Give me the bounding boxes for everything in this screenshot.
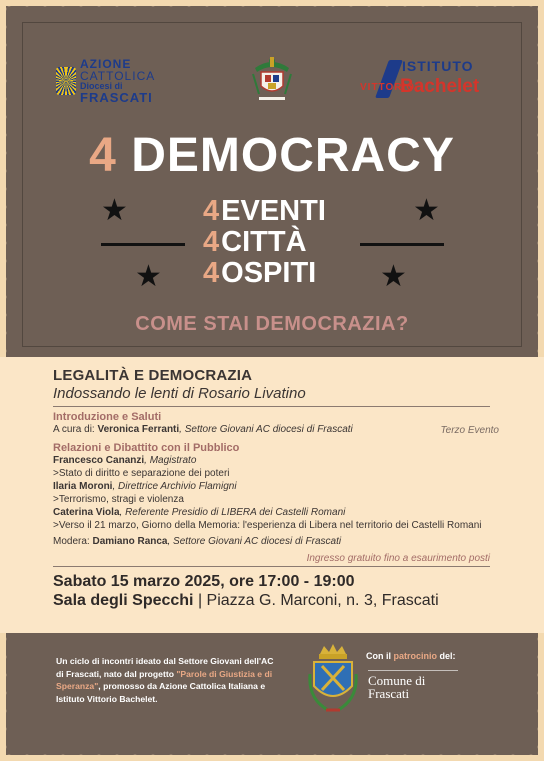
tagline-eventi: 4EVENTI <box>203 195 326 227</box>
star-icon: ★ <box>380 260 407 293</box>
ac-line1: AZIONE <box>80 57 132 71</box>
divider-line <box>53 406 490 407</box>
comune-frascati: Comune di Frascati <box>368 670 458 700</box>
ib-istituto: ISTITUTO <box>402 58 474 74</box>
star-icon: ★ <box>135 260 162 293</box>
tagline-citta: 4CITTÀ <box>203 226 307 258</box>
taglines-block <box>0 196 544 306</box>
stamp-edge-top <box>0 0 544 14</box>
logos-row <box>0 54 544 104</box>
divider-line <box>53 566 490 567</box>
sun-icon <box>56 61 76 101</box>
moderator-row: Modera: Damiano Ranca, Settore Giovani AC diocesi di Frascati <box>53 536 342 547</box>
footer-description: Un ciclo di incontri ideato dal Settore Giovani dell'AC di Frascati, nato dal progetto "Parole di Giustizia e di Speranza", promosso da Azione Cattolica Italiana e Istituto Vittorio Bachelet. <box>56 656 274 704</box>
tagline-ospiti: 4OSPITI <box>203 257 317 289</box>
main-title <box>0 128 544 183</box>
ib-bachelet: Bachelet <box>400 76 480 97</box>
ib-vittorio: VITTORIO <box>360 82 416 93</box>
intro-heading: Introduzione e Saluti <box>53 411 162 423</box>
subtitle: COME STAI DEMOCRAZIA? <box>135 313 409 335</box>
event-place: Sala degli Specchi | Piazza G. Marconi, n. 3, Frascati <box>53 592 439 609</box>
star-icon: ★ <box>413 194 440 227</box>
patronage-label: Con il patrocinio del: <box>366 651 456 661</box>
title-number: 4 <box>89 129 117 182</box>
speaker-row: Francesco Cananzi, Magistrato <box>53 455 197 466</box>
divider-line <box>101 243 185 246</box>
ac-line3: Diocesi di <box>80 81 123 91</box>
title-text: DEMOCRACY <box>131 129 455 182</box>
azione-cattolica-logo <box>56 58 155 104</box>
event-title: LEGALITÀ E DEMOCRAZIA <box>53 367 253 384</box>
relazioni-heading: Relazioni e Dibattito con il Pubblico <box>53 442 240 454</box>
istituto-bachelet-logo <box>360 58 495 102</box>
speaker-topic: >Terrorismo, stragi e violenza <box>53 494 184 505</box>
event-number-label: Terzo Evento <box>440 425 499 436</box>
intro-row: A cura di: Veronica Ferranti, Settore Giovani AC diocesi di Frascati <box>53 424 353 435</box>
frascati-coat-of-arms-icon <box>308 644 358 716</box>
ac-line4: FRASCATI <box>80 90 153 105</box>
stamp-edge-bottom <box>0 747 544 761</box>
speaker-row: Caterina Viola, Referente Presidio di LIBERA dei Castelli Romani <box>53 507 346 518</box>
diocese-crest-icon <box>247 54 297 104</box>
event-subtitle: Indossando le lenti di Rosario Livatino <box>53 385 306 402</box>
speaker-topic: >Verso il 21 marzo, Giorno della Memoria: l'esperienza di Libera nel territorio dei Castelli Romani <box>53 520 482 531</box>
speaker-topic: >Stato di diritto e separazione dei poteri <box>53 468 230 479</box>
divider-line <box>360 243 444 246</box>
event-band <box>0 357 544 633</box>
free-entry-note: Ingresso gratuito fino a esaurimento posti <box>306 553 490 564</box>
star-icon: ★ <box>101 194 128 227</box>
ac-line2: CATTOLICA <box>80 69 156 83</box>
speaker-row: Ilaria Moroni, Direttrice Archivio Flamigni <box>53 481 237 492</box>
event-date: Sabato 15 marzo 2025, ore 17:00 - 19:00 <box>53 573 355 590</box>
